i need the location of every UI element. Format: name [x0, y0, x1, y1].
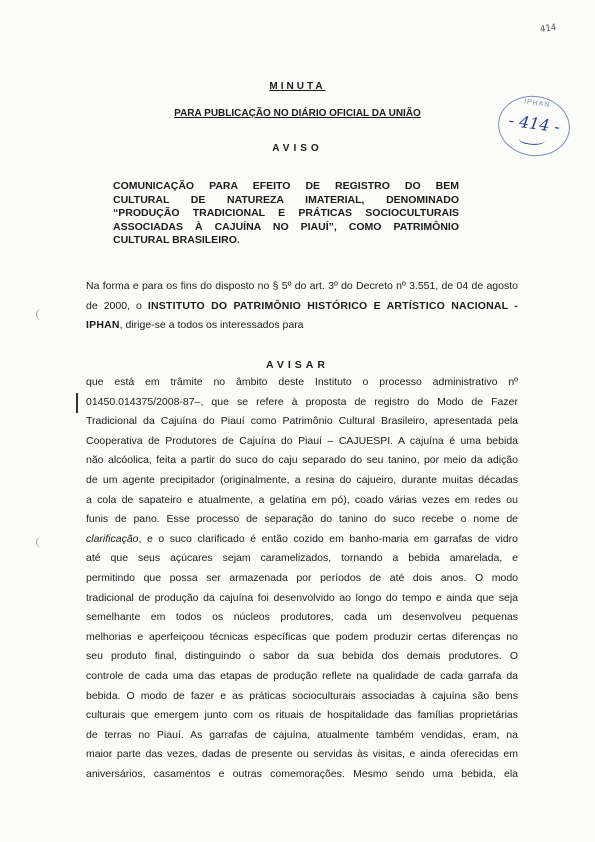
communication-line: COMUNICAÇÃO PARA EFEITO DE REGISTRO DO BEM [113, 180, 459, 192]
punch-hole-mark [36, 309, 46, 320]
italic-term: clarificação [86, 532, 139, 545]
body-line: melhorias e aperfeiçoou técnicas específicas que podem produzir certas diferenças no [86, 630, 518, 643]
body-line: clarificação, e o suco clarificado é então cozido em banho-maria em garrafas de vidro [86, 532, 518, 545]
body-line: a cola de sapateiro e atualmente, a gelatina em pó), coado várias vezes em redes ou [86, 493, 518, 506]
publication-title: PARA PUBLICAÇÃO NO DIÁRIO OFICIAL DA UNIÃO [174, 108, 421, 119]
intro-text-end: , dirige-se a todos os interessados para [119, 319, 304, 332]
intro-paragraph [86, 277, 518, 336]
margin-mark [76, 393, 78, 413]
body-line: bebida. O modo de fazer e as práticas socioculturais associadas à cajuína são bens [86, 689, 518, 702]
minuta-title: MINUTA [269, 81, 326, 92]
punch-hole-mark [36, 537, 46, 548]
body-line: 01450.014375/2008-87–, que se refere à proposta de registro do Modo de Fazer [86, 395, 518, 408]
communication-line: “PRODUÇÃO TRADICIONAL E PRÁTICAS SOCIOCULTURAIS [113, 207, 459, 219]
communication-heading [113, 180, 459, 248]
body-line: até que seus açúcares sejam caramelizados, tornando a bebida amarelada, e [86, 552, 518, 565]
communication-line: CULTURAL DE NATUREZA IMATERIAL, DENOMINADO [113, 193, 459, 206]
avisar-heading: AVISAR [266, 359, 329, 371]
communication-line: CULTURAL BRASILEIRO. [113, 234, 240, 246]
body-line: semelhante em todos os núcleos produtores, cada um desenvolveu pequenas [86, 611, 518, 624]
body-line: não alcóolica, feita a partir do suco do caju separado do seu tanino, por meio da adição [86, 454, 518, 467]
institute-name: INSTITUTO DO PATRIMÔNIO HISTÓRICO E ARTÍSTICO NACIONAL - IPHAN [86, 299, 518, 332]
avisar-body-paragraph [86, 373, 518, 784]
body-line: culturais que emergem junto com os rituais de hospitalidade das famílias proprietárias [86, 709, 518, 722]
body-line: Cooperativa de Produtores de Cajuína do Piauí – CAJUESPI. A cajuína é uma bebida [86, 434, 518, 447]
body-line: que está em trâmite no âmbito deste Instituto o processo administrativo nº [86, 376, 518, 388]
handwritten-page-mark: 414 [539, 22, 557, 36]
body-line: seu produto final, distinguindo o sabor da sua bebida dos demais produtores. O [86, 650, 518, 663]
stamp-label: IPHAN [523, 98, 551, 110]
body-line: de um agente precipitador (originalmente, a resina do cajueiro, durante muitas décadas [86, 473, 518, 486]
communication-line: ASSOCIADAS À CAJUÍNA NO PIAUÍ”, COMO PATRIMÔNIO [113, 220, 459, 233]
body-line: maior parte das vezes, dadas de presente ou servidas às visitas, e ainda oferecidas em [86, 748, 518, 761]
body-line: Tradicional da Cajuína do Piauí como Patrimônio Cultural Brasileiro, apresentada pela [86, 415, 518, 428]
body-line: aniversários, casamentos e outras comemorações. Mesmo sendo uma bebida, ela [86, 767, 518, 780]
stamp-page-number: - 414 - [507, 110, 562, 137]
aviso-title: AVISO [272, 143, 323, 154]
body-line: controle de cada uma das etapas de produção reflete na qualidade de cada garrafa da [86, 669, 518, 682]
body-line: tradicional de produção da cajuína foi desenvolvido ao longo do tempo e ainda que seja [86, 591, 518, 604]
body-line: permitindo que possa ser armazenada por períodos de até dois anos. O modo [86, 571, 518, 584]
intro-text-start: Na forma e para os fins do disposto no § 5º do art. 3º do Decreto nº 3.551, de 04 de agosto de 2000, o [86, 280, 518, 312]
body-line: funis de pano. Esse processo de separação do tanino do suco recebe o nome de [86, 513, 518, 526]
body-line: de terras no Piauí. As garrafas de cajuína, atualmente também vendidas, eram, na [86, 728, 518, 741]
